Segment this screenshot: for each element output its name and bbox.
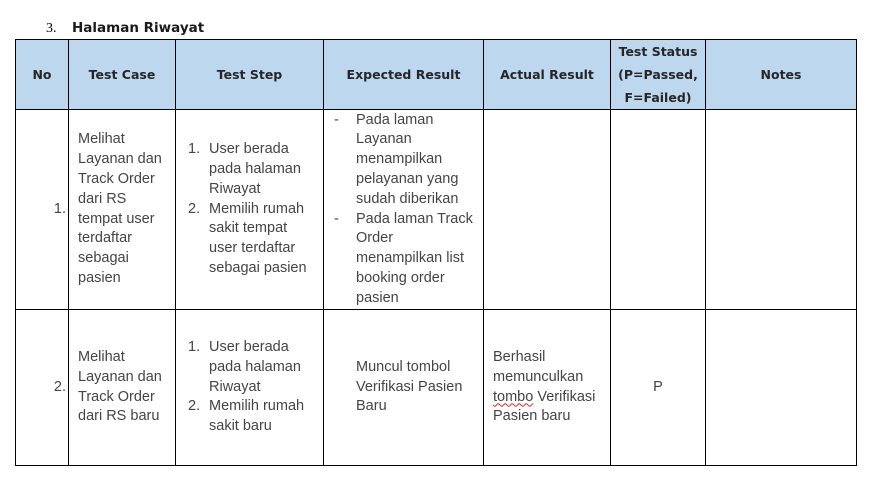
cell-test-step	[176, 310, 324, 466]
actual-result-text-rest: Verifikasi Pasien baru	[493, 388, 596, 425]
step-number: 2.	[188, 398, 201, 415]
actual-result-text: Berhasil memunculkan	[493, 348, 584, 385]
header-no: No	[16, 40, 69, 110]
header-notes: Notes	[706, 40, 857, 110]
test-case-table	[15, 39, 857, 466]
cell-actual-result	[484, 310, 611, 466]
expected-result-item	[334, 210, 479, 309]
table-row	[16, 110, 857, 310]
header-test-status-line1: Test Status	[618, 44, 698, 59]
cell-test-status: P	[611, 310, 706, 466]
cell-test-case: Melihat Layanan dan Track Order dari RS tempat user terdaftar sebagai pasien	[69, 110, 176, 310]
header-expected-result: Expected Result	[324, 40, 484, 110]
section-number: 3.	[46, 21, 57, 36]
test-step-item	[188, 397, 319, 437]
cell-test-step	[176, 110, 324, 310]
section-heading	[46, 17, 204, 39]
table-row	[16, 310, 857, 466]
cell-notes	[706, 110, 857, 310]
section-title: Halaman Riwayat	[72, 20, 205, 36]
step-number: 1.	[188, 339, 201, 355]
cell-actual-result	[484, 110, 611, 310]
header-test-step: Test Step	[176, 40, 324, 110]
header-test-status	[611, 40, 706, 110]
test-step-item	[188, 140, 319, 199]
step-text: Memilih rumah sakit baru	[209, 398, 305, 435]
test-step-item	[188, 338, 319, 397]
spellcheck-error-word[interactable]: tombo	[493, 388, 534, 405]
step-text: User berada pada halaman Riwayat	[209, 141, 301, 197]
test-step-list	[188, 338, 319, 437]
dash-bullet: -	[334, 111, 339, 128]
header-test-case: Test Case	[69, 40, 176, 110]
cell-test-case: Melihat Layanan dan Track Order dari RS baru	[69, 310, 176, 466]
step-number: 1.	[188, 141, 201, 158]
step-number: 2.	[188, 200, 201, 217]
cell-no: 2.	[16, 310, 69, 466]
expected-result-text: Pada laman Track Order menampilkan list booking order pasien	[356, 210, 473, 306]
cell-test-status	[611, 110, 706, 310]
expected-result-item	[334, 111, 479, 210]
cell-no: 1.	[16, 110, 69, 310]
step-text: Memilih rumah sakit tempat user terdaftar sebagai pasien	[209, 200, 307, 276]
header-test-status-line3: F=Failed)	[624, 90, 692, 105]
test-step-item	[188, 200, 319, 279]
header-test-status-line2: (P=Passed,	[618, 67, 698, 82]
test-step-list	[188, 140, 319, 279]
cell-expected-result: Muncul tombol Verifikasi Pasien Baru	[324, 310, 484, 466]
expected-result-text: Pada laman Layanan menampilkan pelayanan yang sudah diberikan	[356, 111, 459, 207]
table-header-row	[16, 40, 857, 110]
step-text: User berada pada halaman Riwayat	[209, 339, 301, 395]
cell-notes	[706, 310, 857, 466]
expected-result-list	[334, 111, 479, 309]
cell-expected-result	[324, 110, 484, 310]
header-actual-result: Actual Result	[484, 40, 611, 110]
dash-bullet: -	[334, 210, 339, 227]
